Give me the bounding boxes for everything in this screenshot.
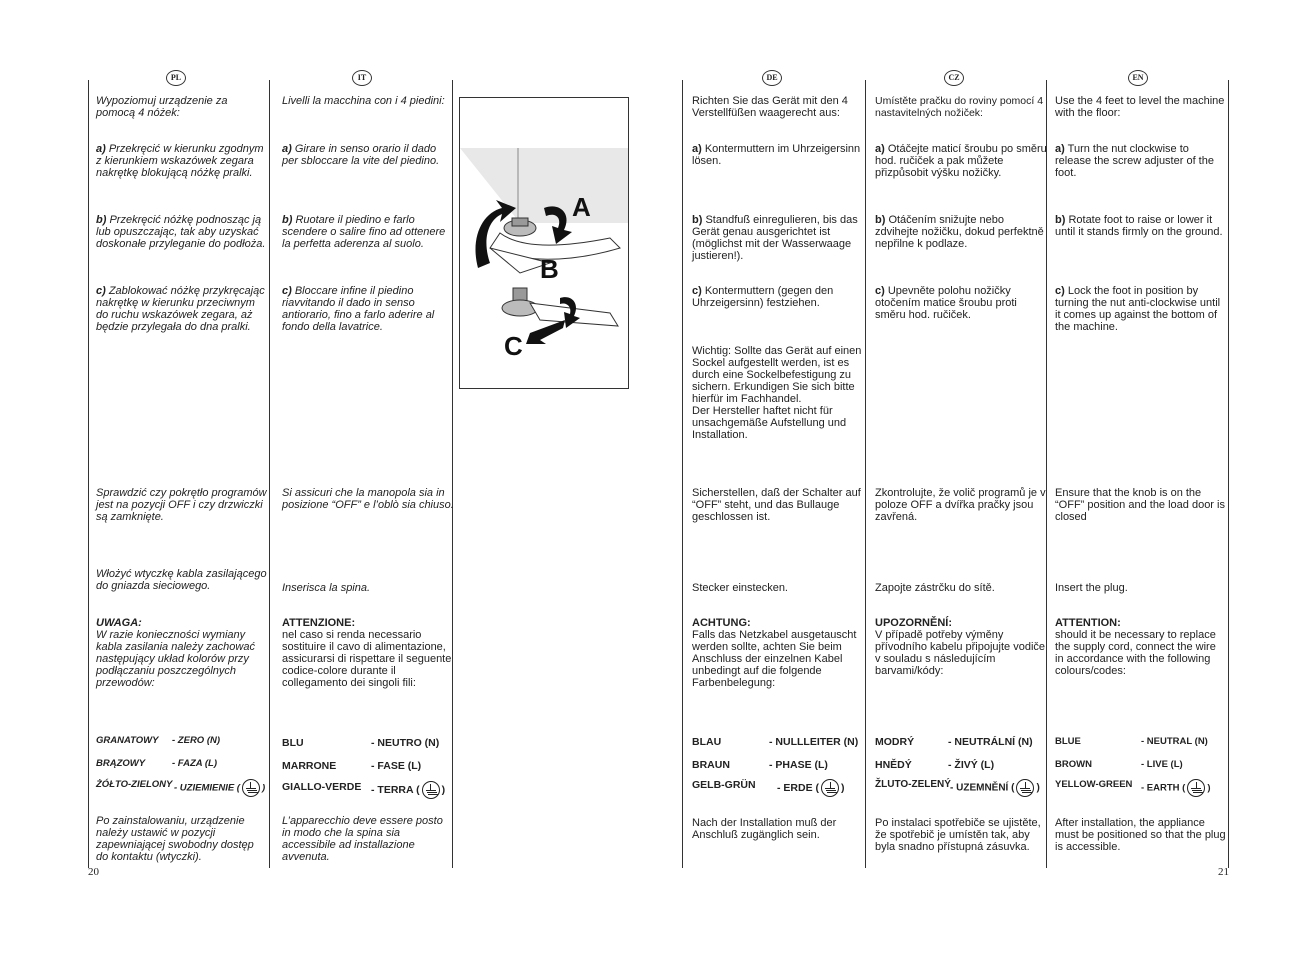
wire-color: GRANATOWY [96,735,159,746]
wire-function: - NEUTRÁLNÍ (N) [948,736,1033,748]
foot-screw-a [512,218,528,226]
wire-function: - NEUTRAL (N) [1141,736,1208,747]
step-text: Bloccare infine il piedino riavvitando il dado in senso antiorario, fino a farlo aderire al fondo della lavatrice. [282,285,435,333]
wire-function: - FAZA (L) [172,758,218,769]
step-text: Girare in senso orario il dado per sbloccare la vite del piedino. [282,143,440,167]
language-badge-pl: PL [166,70,186,86]
wire-color: BLUE [1055,736,1081,747]
warning-block [282,617,454,689]
plug-text: Włożyć wtyczkę kabla zasilającego do gniazda sieciowego. [96,568,267,592]
wire-function: - UZIEMIENIE ( ) [174,779,265,797]
language-badge-de: DE [762,70,782,86]
plug-text: Zapojte zástrčku do sítě. [875,582,995,594]
step-b [1055,214,1227,238]
direction-arrow-c-icon [526,320,565,344]
step-key: b) [1055,214,1066,226]
warning-text: Falls das Netzkabel ausgetauscht werden sollte, achten Sie beim Anschluss der einzelnen Kabel unbedingt auf die folgende Farbenbelegung: [692,629,857,689]
step-text: Zablokować nóżkę przykręcając nakrętkę w kierunku przeciwnym do ruchu wskazówek zegara, aż będzie przylegała do dna pralki. [96,285,265,333]
wire-color: HNĚDÝ [875,759,912,771]
step-text: Kontermuttern (gegen den Uhrzeigersinn) festziehen. [692,285,834,309]
earth-ground-icon [821,779,839,797]
step-key: c) [282,285,292,297]
column-divider [1228,80,1229,868]
figure-label-b: B [540,254,559,284]
wire-color: BROWN [1055,759,1092,770]
step-key: b) [96,214,107,226]
wire-function: - LIVE (L) [1141,759,1183,770]
step-a [96,143,268,179]
earth-ground-icon [1187,779,1205,797]
step-a [692,143,864,167]
plug-text: Stecker einstecken. [692,582,788,594]
column-divider [88,80,89,868]
step-a [282,143,454,167]
wire-function: - NULLLEITER (N) [769,736,859,748]
intro-text: Umístěte pračku do roviny pomocí 4 nastavitelných nožiček: [875,95,1044,119]
check-text: Ensure that the knob is on the “OFF” position and the load door is closed [1055,487,1225,523]
wire-function: - UZEMNĚNÍ ( ) [950,779,1040,797]
final-text: Nach der Installation muß der Anschluß zugänglich sein. [692,817,837,841]
column-divider [682,80,683,868]
plug-text: Inserisca la spina. [282,582,371,594]
warning-title: ATTENZIONE: [282,617,356,629]
step-a [875,143,1047,179]
final-text: After installation, the appliance must be positioned so that the plug is accessible. [1055,817,1226,853]
earth-ground-icon [422,781,440,799]
step-b [692,214,864,262]
step-text: Upevněte polohu nožičky otočením matice šroubu proti směru hod. ručiček. [875,285,1017,321]
wire-color: BRĄZOWY [96,758,146,769]
machine-base-shape [460,148,628,223]
step-c [1055,285,1227,333]
wire-color: BLAU [692,736,722,748]
step-b [96,214,268,250]
step-key: a) [692,143,702,155]
step-key: c) [96,285,106,297]
step-text: Rotate foot to raise or lower it until it stands firmly on the ground. [1055,214,1223,238]
warning-title: UPOZORNĚNÍ: [875,617,952,629]
column-divider [865,80,866,868]
step-c [282,285,454,333]
step-key: b) [282,214,293,226]
step-text: Przekręcić nóżkę podnosząc ją lub opuszczając, tak aby uzyskać doskonałe przyleganie do podłoża. [96,214,266,250]
step-key: c) [875,285,885,297]
warning-title: UWAGA: [96,617,142,629]
check-text: Sprawdzić czy pokrętło programów jest na pozycji OFF i czy drzwiczki są zamknięte. [96,487,267,523]
warning-title: ATTENTION: [1055,617,1121,629]
step-text: Przekręcić w kierunku zgodnym z kierunkiem wskazówek zegara nakrętkę blokującą nóżkę pralki. [96,143,264,179]
wire-function: - FASE (L) [371,760,422,772]
step-text: Kontermuttern im Uhrzeigersinn lösen. [692,143,861,167]
feet-adjustment-diagram [460,98,628,388]
step-key: c) [1055,285,1065,297]
earth-ground-icon [1016,779,1034,797]
wire-function: - PHASE (L) [769,759,828,771]
column-divider [452,80,453,868]
wire-color: YELLOW-GREEN [1055,779,1133,790]
leveling-feet-illustration [459,97,629,389]
warning-text: nel caso si renda necessario sostituire il cavo di alimentazione, assicurarsi di rispettare il seguente codice-colore durante il collegamento dei singoli fili: [282,629,452,689]
check-text: Sicherstellen, daß der Schalter auf “OFF” steht, und das Bullauge geschlossen ist. [692,487,861,523]
warning-text: V případě potřeby výměny přívodního kabelu připojujte vodiče v souladu s následujícím barvami/kódy: [875,629,1046,677]
intro-text: Richten Sie das Gerät mit den 4 Verstellfüßen waagerecht aus: [692,95,848,119]
language-badge-cz: CZ [944,70,964,86]
warning-title: ACHTUNG: [692,617,751,629]
wire-function: - ZERO (N) [172,735,221,746]
step-text: Standfuß einregulieren, bis das Gerät genau ausgerichtet ist (möglichst mit der Wasserwaage justieren!). [692,214,858,262]
final-text: Po zainstalowaniu, urządzenie należy ustawić w pozycji zapewniającej swobodny dostęp do kontaktu (wtyczki). [96,815,254,863]
wire-color: GIALLO-VERDE [282,781,362,793]
intro-text: Use the 4 feet to level the machine with the floor: [1055,95,1225,119]
step-c [96,285,268,333]
warning-text: W razie konieczności wymiany kabla zasilania należy zachować następujący układ kolorów przy podłączaniu poszczególnych przewodów: [96,629,255,689]
step-text: Turn the nut clockwise to release the screw adjuster of the foot. [1055,143,1214,179]
wire-function: - ŽIVÝ (L) [948,759,995,771]
step-b [282,214,454,250]
wire-color: BLU [282,737,304,749]
step-b [875,214,1047,250]
step-key: a) [1055,143,1065,155]
warning-block [96,617,268,689]
language-badge-en: EN [1128,70,1148,86]
wire-color: GELB-GRÜN [692,779,756,791]
intro-text: Wypoziomuj urządzenie za pomocą 4 nóżek: [96,95,228,119]
intro-text: Livelli la macchina con i 4 piedini: [282,95,445,107]
step-key: a) [96,143,106,155]
wire-color: MODRÝ [875,736,915,748]
step-text: Otáčejte maticí šroubu po směru hod. ručiček a pak můžete přizpůsobit výšku nožičky. [875,143,1047,179]
wire-function: - EARTH ( ) [1141,779,1211,797]
language-badge-it: IT [352,70,372,86]
figure-label-a: A [572,192,591,222]
step-key: c) [692,285,702,297]
step-a [1055,143,1227,179]
wire-color: MARRONE [282,760,337,772]
column-divider [1046,80,1047,868]
plug-text: Insert the plug. [1055,582,1128,594]
warning-block [1055,617,1227,677]
figure-label-c: C [504,331,523,361]
warning-block [875,617,1047,677]
step-key: b) [692,214,703,226]
warning-block [692,617,864,689]
step-key: a) [875,143,885,155]
step-text: Otáčením snižujte nebo zdvihejte nožičku, dokud perfektně nepřilne k podlaze. [875,214,1044,250]
wire-color: ŽLUTO-ZELENÝ [875,779,951,790]
wire-function: - TERRA ( ) [371,781,445,799]
step-c [875,285,1047,321]
wire-color: BRAUN [692,759,730,771]
wire-function: - ERDE ( ) [777,779,845,797]
wire-color: ŻÓŁTO-ZIELONY [96,779,173,790]
step-c [692,285,864,309]
step-text: Lock the foot in position by turning the nut anti-clockwise until it comes up against the bottom of the machine. [1055,285,1221,333]
column-divider [269,80,270,868]
check-text: Zkontrolujte, že volič programů je v poloze OFF a dvířka pračky jsou zavřená. [875,487,1046,523]
wire-function: - NEUTRO (N) [371,737,440,749]
step-text: Ruotare il piedino e farlo scendere o salire fino ad ottenere la perfetta aderenza al suolo. [282,214,446,250]
page-number-left: 20 [88,866,99,878]
warning-text: should it be necessary to replace the supply cord, connect the wire in accordance with the following colours/codes: [1055,629,1216,677]
earth-ground-icon [242,779,260,797]
step-key: b) [875,214,886,226]
check-text: Si assicuri che la manopola sia in posizione “OFF” e l’oblò sia chiuso. [282,487,454,511]
final-text: L’apparecchio deve essere posto in modo che la spina sia accessibile ad installazione avvenuta. [282,815,443,863]
final-text: Po instalaci spotřebiče se ujistěte, že spotřebič je umístěn tak, aby byla snadno přístupná zásuvka. [875,817,1041,853]
step-key: a) [282,143,292,155]
note-text: Wichtig: Sollte das Gerät auf einen Sockel aufgestellt werden, ist es durch eine Sockelbefestigung zu sichern. Erkundigen Sie sich bitte hierfür im Fachhandel. Der Hersteller haftet nicht für unsachgemäße Aufstellung und Installation. [692,345,862,441]
page-number-right: 21 [1218,866,1229,878]
